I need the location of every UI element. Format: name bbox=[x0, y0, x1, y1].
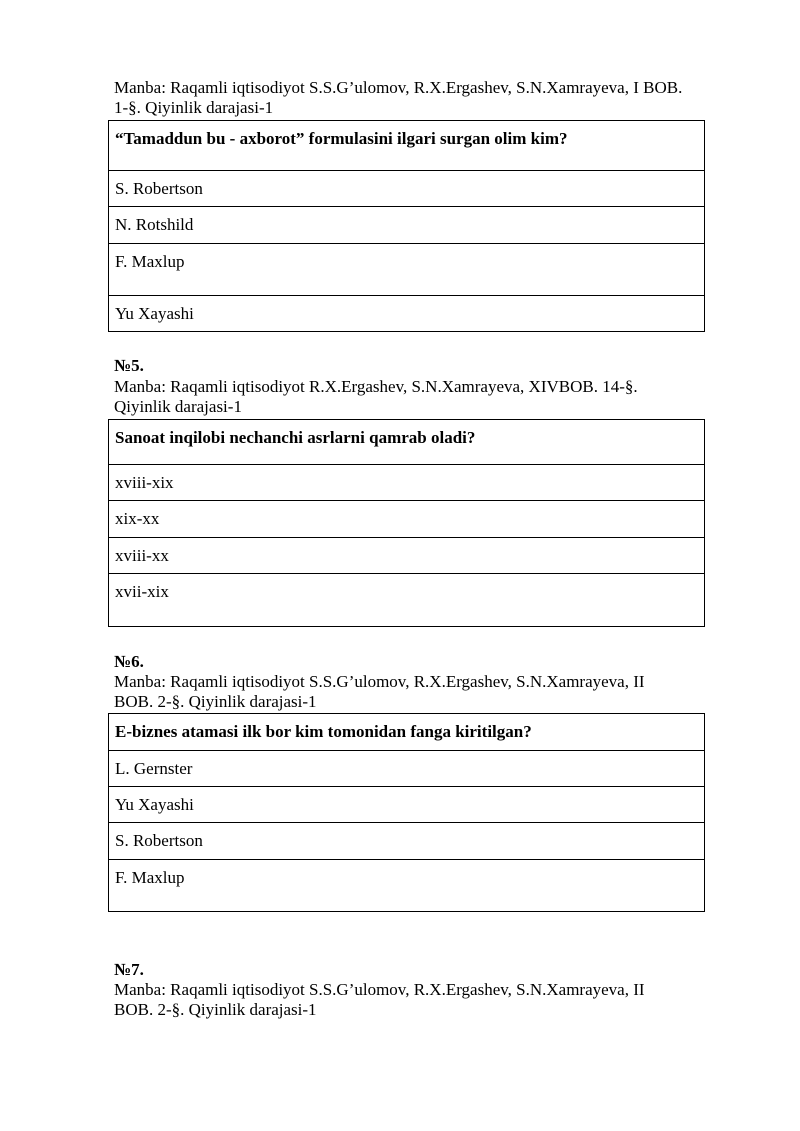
answer-option: S. Robertson bbox=[109, 171, 705, 207]
question-table bbox=[108, 713, 705, 912]
question-number: №5. bbox=[114, 356, 144, 375]
source-line: 1-§. Qiyinlik darajasi-1 bbox=[114, 98, 274, 117]
question-number: №6. bbox=[114, 652, 144, 671]
answer-option: Yu Xayashi bbox=[109, 296, 705, 332]
answer-option: xix-xx bbox=[109, 501, 705, 538]
answer-option: F. Maxlup bbox=[109, 244, 705, 296]
answer-option: F. Maxlup bbox=[109, 860, 705, 912]
question-text: Sanoat inqilobi nechanchi asrlarni qamrab oladi? bbox=[109, 420, 705, 465]
answer-option: xviii-xix bbox=[109, 465, 705, 501]
source-line: Manba: Raqamli iqtisodiyot S.S.G’ulomov, R.X.Ergashev, S.N.Xamrayeva, I BOB. bbox=[114, 78, 683, 97]
answer-option: L. Gernster bbox=[109, 751, 705, 787]
question-table bbox=[108, 120, 705, 332]
answer-option: N. Rotshild bbox=[109, 207, 705, 244]
question-text: “Tamaddun bu - axborot” formulasini ilgari surgan olim kim? bbox=[109, 121, 705, 171]
question-text: E-biznes atamasi ilk bor kim tomonidan fanga kiritilgan? bbox=[109, 714, 705, 751]
question-table bbox=[108, 419, 705, 627]
source-line: Qiyinlik darajasi-1 bbox=[114, 397, 242, 416]
source-line: Manba: Raqamli iqtisodiyot S.S.G’ulomov, R.X.Ergashev, S.N.Xamrayeva, II bbox=[114, 980, 645, 999]
question-number: №7. bbox=[114, 960, 144, 979]
source-line: Manba: Raqamli iqtisodiyot S.S.G’ulomov, R.X.Ergashev, S.N.Xamrayeva, II bbox=[114, 672, 645, 691]
answer-option: xvii-xix bbox=[109, 574, 705, 627]
source-line: BOB. 2-§. Qiyinlik darajasi-1 bbox=[114, 692, 317, 711]
source-line: BOB. 2-§. Qiyinlik darajasi-1 bbox=[114, 1000, 317, 1019]
answer-option: xviii-xx bbox=[109, 538, 705, 574]
source-line: Manba: Raqamli iqtisodiyot R.X.Ergashev, S.N.Xamrayeva, XIVBOB. 14-§. bbox=[114, 377, 638, 396]
answer-option: S. Robertson bbox=[109, 823, 705, 860]
answer-option: Yu Xayashi bbox=[109, 787, 705, 823]
